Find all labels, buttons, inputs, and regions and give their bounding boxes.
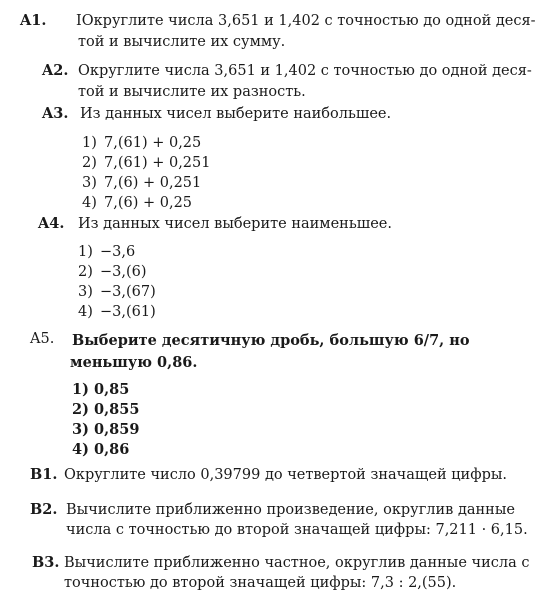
option-row [72,440,139,460]
option-value: −3,(67) [100,284,156,300]
option-value: 0,86 [94,441,130,458]
problem-number-b1: B1. [30,466,58,483]
option-number: 4) [82,195,97,211]
problem-a4-options [78,242,156,322]
option-row [78,302,156,322]
option-number: 1) [72,381,89,398]
option-value: 7,(61) + 0,25 [104,135,202,151]
option-value: 7,(6) + 0,25 [104,195,193,211]
problem-a2-line-1: Округлите числа 3,651 и 1,402 с точностью до одной деся- [78,63,532,79]
problem-a5-line-1: Выберите десятичную дробь, большую 6/7, но [72,332,470,349]
option-value: 0,859 [94,421,140,438]
option-value: 0,855 [94,401,140,418]
option-row [78,242,156,262]
option-number: 1) [78,244,93,260]
option-number: 2) [82,155,97,171]
problem-number-b3: B3. [32,554,60,571]
option-row [72,420,139,440]
problem-a1-line-2: той и вычислите их сумму. [78,34,286,50]
problem-a5-options [72,380,139,460]
problem-b3-line-2: точностью до второй значащей цифры: 7,3 : 2,(55). [64,575,457,591]
option-value: 0,85 [94,381,130,398]
option-row [72,400,139,420]
problem-number-a3: A3. [42,105,69,122]
option-value: −3,(6) [100,264,147,280]
problem-number-a5: A5. [30,331,55,347]
option-value: 7,(61) + 0,251 [104,155,211,171]
problem-a1-line-1: ⅠОкруглите числа 3,651 и 1,402 с точностью до одной деся- [76,13,536,29]
problem-number-a2: A2. [42,62,69,79]
option-value: −3,6 [100,244,136,260]
option-row [72,380,139,400]
option-row [78,282,156,302]
problem-a5-line-2: меньшую 0,86. [70,354,198,371]
option-row [82,133,210,153]
problem-b1-text: Округлите число 0,39799 до четвертой значащей цифры. [64,467,508,483]
problem-b3-line-1: Вычислите приближенно частное, округлив данные числа с [64,555,530,571]
problem-number-b2: B2. [30,501,58,518]
problem-b2-line-1: Вычислите приближенно произведение, округлив данные [66,502,515,518]
problem-b2-line-2: числа с точностью до второй значащей цифры: 7,211 · 6,15. [66,522,528,538]
problem-number-a1: A1. [20,12,47,29]
option-number: 3) [78,284,93,300]
problem-a3-question: Из данных чисел выберите наибольшее. [80,106,392,122]
option-value: 7,(6) + 0,251 [104,175,202,191]
option-number: 2) [78,264,93,280]
option-row [82,173,210,193]
problem-a4-question: Из данных чисел выберите наименьшее. [78,216,392,232]
option-number: 1) [82,135,97,151]
problem-a3-options [82,133,210,213]
option-number: 4) [78,304,93,320]
problem-number-a4: A4. [38,215,65,232]
option-row [78,262,156,282]
option-number: 4) [72,441,89,458]
option-row [82,153,210,173]
option-number: 2) [72,401,89,418]
option-row [82,193,210,213]
option-number: 3) [72,421,89,438]
problem-a2-line-2: той и вычислите их разность. [78,84,306,100]
option-value: −3,(61) [100,304,156,320]
option-number: 3) [82,175,97,191]
